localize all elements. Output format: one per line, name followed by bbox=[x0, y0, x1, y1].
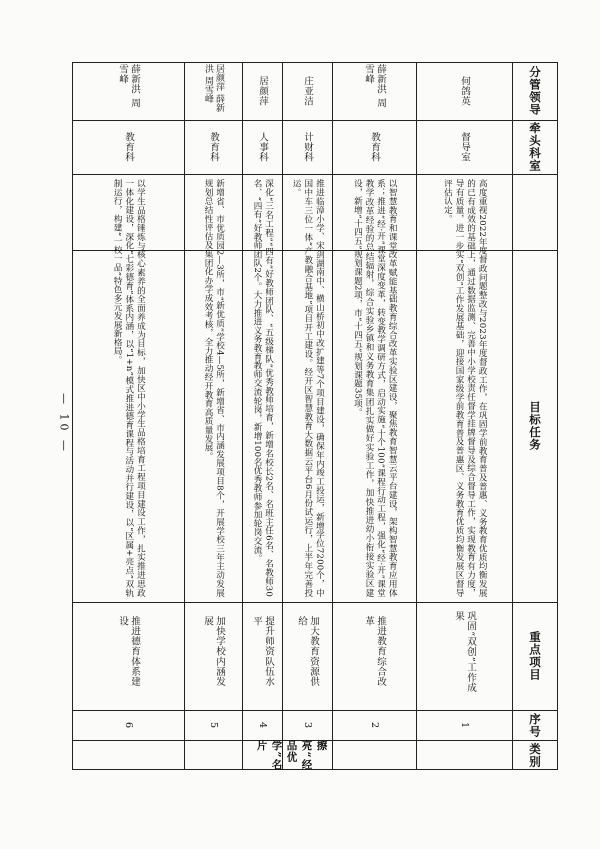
row1-seq: 1 bbox=[459, 721, 470, 729]
header-project: 重点项目 bbox=[528, 631, 542, 681]
row2-project: 推进教育综合改革 bbox=[363, 616, 386, 687]
header-lead-dept: 牵头科室 bbox=[528, 122, 542, 172]
row6-target: 以学生品格锤炼与核心素养的全面养成为目标，加快区中小学生品格培育工程项目建设工作，扎实推进思政一体化建设，深化“七彩德育”体系内涵，以“1+n”模式推进德育课程与活动并行建设，以“区属+亮点”双轨制运行，构建“一校一品”特色多元发展新格局。 bbox=[112, 179, 146, 597]
row3-dept: 计财科 bbox=[302, 131, 313, 163]
row6-dept: 教育科 bbox=[123, 131, 134, 163]
row2-seq: 2 bbox=[369, 721, 380, 729]
category-cell: 擦亮“经品优学”名片 bbox=[255, 739, 328, 771]
row5-seq: 5 bbox=[208, 721, 219, 729]
row2-leader: 薛新洪 周雪峰 bbox=[363, 64, 386, 108]
row4-project: 提升师资队伍水平 bbox=[251, 616, 274, 687]
header-target: 目标任务 bbox=[528, 401, 542, 451]
row2-dept: 教育科 bbox=[369, 131, 380, 163]
row5-leader: 居颜萍 薛新洪 周雪峰 bbox=[203, 64, 224, 112]
row1-leader: 何鸽英 bbox=[459, 75, 470, 107]
row3-leader: 庄亚洁 bbox=[302, 75, 313, 107]
row5-project: 加快学校内涵发展 bbox=[202, 616, 225, 687]
row1-dept: 督导室 bbox=[459, 131, 470, 163]
row6-seq: 6 bbox=[123, 721, 134, 729]
row2-target: 以智慧教育和课堂改革赋能基础教育综合改革实验区建设，聚焦教育智慧云平台建设，架构智慧教育应用体系；推进“经·开”课堂深度变革，转变教学调研方式，启动实施“十个100”课程行动工程，强化“经·开”课堂教学改革经验的总结辐射，综合实验乡镇和义务教育集团扎实做好实验工作，加快推进幼小衔接实验区建设，新增“十四五”规划课题2项，市“十四五”规划课题35项。 bbox=[352, 179, 398, 597]
row6-leader: 薛新洪 周雪峰 bbox=[117, 64, 140, 108]
row3-target: 推进临漳小学、宋剑湖南中、横山桥初中改扩建等7个项目建设，确保年内竣工投运，新增学位7200个，中国中车三位一体“产教融合基地”项目开工建设。经开区智慧教育大数据云平台6月份试运行，上半年完善投运。 bbox=[291, 179, 325, 597]
page-number: — 10 — bbox=[57, 392, 71, 454]
row4-dept: 人事科 bbox=[257, 131, 268, 163]
header-category: 类别 bbox=[528, 742, 542, 768]
header-leader: 分管领导 bbox=[528, 66, 542, 116]
row4-target: 深化“三名工程”“四有”好教师团队、“五级梯队”优秀教师培育，新增名校长2名、名班主任6名、名教师30名、“四有”好教师团队2个。大力推进义务教育教师交流轮岗，新增100名优秀教师参加轮岗交流。 bbox=[252, 179, 274, 597]
row4-seq: 4 bbox=[257, 721, 268, 729]
row6-project: 推进德育体系建设 bbox=[117, 616, 140, 687]
row1-target: 高度重视2022年度督政问题整改与2023年度督政工作，在巩固学前教育普及普惠、义务教育优质均衡发展的已有成效的基础上，通过数据监测、完善中小学校责任督学挂牌督导及综合督导工作，实现教育有力度，导有质量，进一步实“双创”工作发展基础，迎接国家级学前教育普及普惠区、义务教育优质均衡发展区督导评估认定。 bbox=[442, 179, 488, 597]
row3-seq: 3 bbox=[302, 721, 313, 729]
row5-target: 新增省、市优质园2—3所，市“新优质”学校4—5所，新增省、市内涵发展项目8个，开展学校三年主动发展规划总结性评估及集团化办学成效考核，全力推动经开教育高质量发展。 bbox=[203, 179, 225, 597]
header-seq: 序号 bbox=[528, 712, 542, 738]
task-table bbox=[72, 62, 558, 770]
row1-project: 巩固“双创”工作成果 bbox=[453, 611, 476, 693]
row4-leader: 居颜萍 bbox=[257, 75, 268, 107]
row5-dept: 教育科 bbox=[208, 131, 219, 163]
row3-project: 加大教育资源供给 bbox=[296, 616, 319, 687]
